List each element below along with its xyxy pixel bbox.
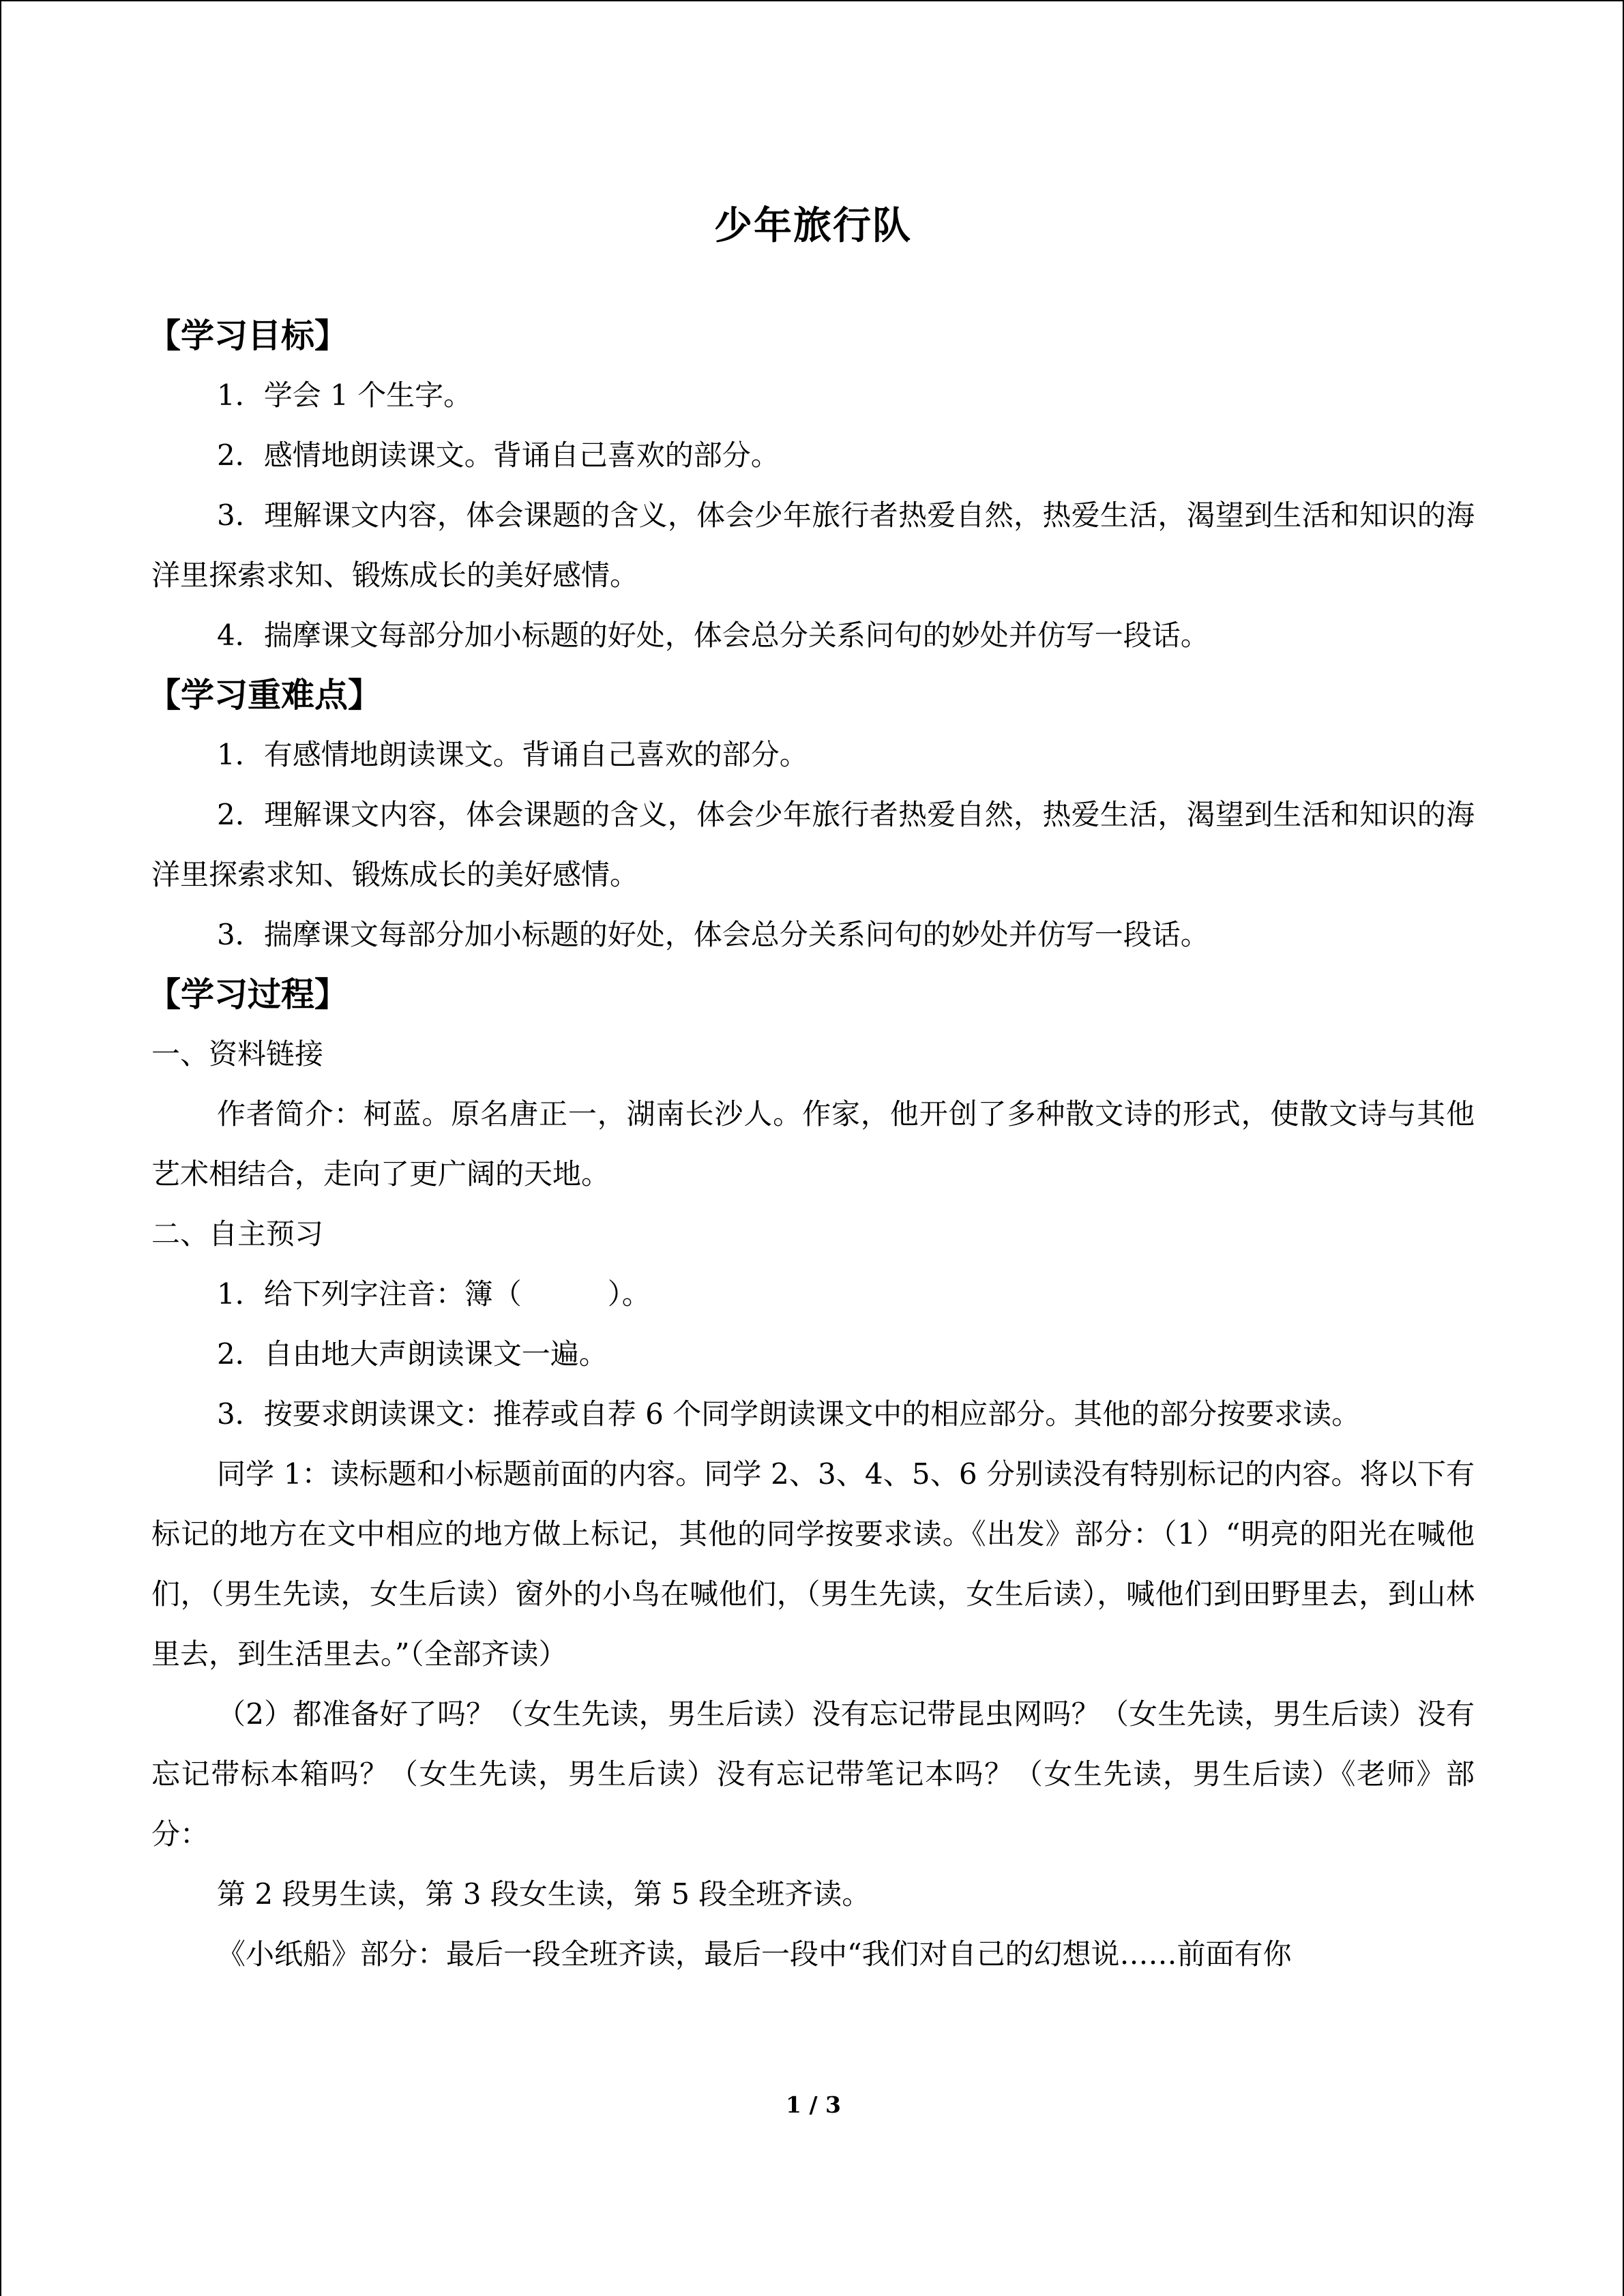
preview-item: 《小纸船》部分：最后一段全班齐读，最后一段中“我们对自己的幻想说……前面有你	[217, 1937, 1292, 1971]
author-intro: 作者简介：柯蓝。原名唐正一，湖南长沙人。作家，他开创了多种散文诗的形式，使散文诗与其他艺术相结合，走向了更广阔的天地。	[151, 1097, 1475, 1191]
preview-item: 3．按要求朗读课文：推荐或自荐 6 个同学朗读课文中的相应部分。其他的部分按要求读。	[217, 1397, 1361, 1431]
section-heading-goals: 【学习目标】	[147, 316, 349, 355]
preview-item: （2）都准备好了吗？（女生先读，男生后读）没有忘记带昆虫网吗？（女生先读，男生后读）没有忘记带标本箱吗？（女生先读，男生后读）没有忘记带笔记本吗？（女生先读，男生后读）《老师》部分：	[151, 1697, 1475, 1851]
section-heading-key-points: 【学习重难点】	[147, 676, 382, 715]
page-title: 少年旅行队	[714, 204, 912, 248]
goal-item: 3．理解课文内容，体会课题的含义，体会少年旅行者热爱自然，热爱生活，渴望到生活和知识的海洋里探索求知、锻炼成长的美好感情。	[151, 498, 1475, 592]
key-point-item: 3．揣摩课文每部分加小标题的好处，体会总分关系问句的妙处并仿写一段话。	[217, 918, 1209, 951]
preview-item: 1．给下列字注音：簿（ ）。	[217, 1277, 651, 1311]
preview-item: 2．自由地大声朗读课文一遍。	[217, 1337, 608, 1371]
page-number: 1 / 3	[786, 2091, 841, 2118]
key-point-item: 2．理解课文内容，体会课题的含义，体会少年旅行者热爱自然，热爱生活，渴望到生活和知识的海洋里探索求知、锻炼成长的美好感情。	[151, 798, 1475, 891]
section-heading-process: 【学习过程】	[147, 975, 349, 1014]
preview-item: 同学 1：读标题和小标题前面的内容。同学 2、3、4、5、6 分别读没有特别标记的内容。将以下有标记的地方在文中相应的地方做上标记，其他的同学按要求读。《出发》部分：（1）“明亮的阳光在喊他们，（男生先读，女生后读）窗外的小鸟在喊他们，（男生先读，女生后读），喊他们到田野里去，到山林里去，到生活里去。”（全部齐读）	[151, 1457, 1475, 1671]
preview-item: 第 2 段男生读，第 3 段女生读，第 5 段全班齐读。	[217, 1877, 871, 1911]
page-content	[147, 189, 1475, 1984]
goal-item: 1．学会 1 个生字。	[217, 378, 473, 412]
process-part-title: 二、自主预习	[151, 1217, 324, 1251]
goal-item: 2．感情地朗读课文。背诵自己喜欢的部分。	[217, 438, 780, 472]
goal-item: 4．揣摩课文每部分加小标题的好处，体会总分关系问句的妙处并仿写一段话。	[217, 618, 1209, 652]
key-point-item: 1．有感情地朗读课文。背诵自己喜欢的部分。	[217, 738, 808, 771]
process-part-title: 一、资料链接	[151, 1037, 324, 1071]
